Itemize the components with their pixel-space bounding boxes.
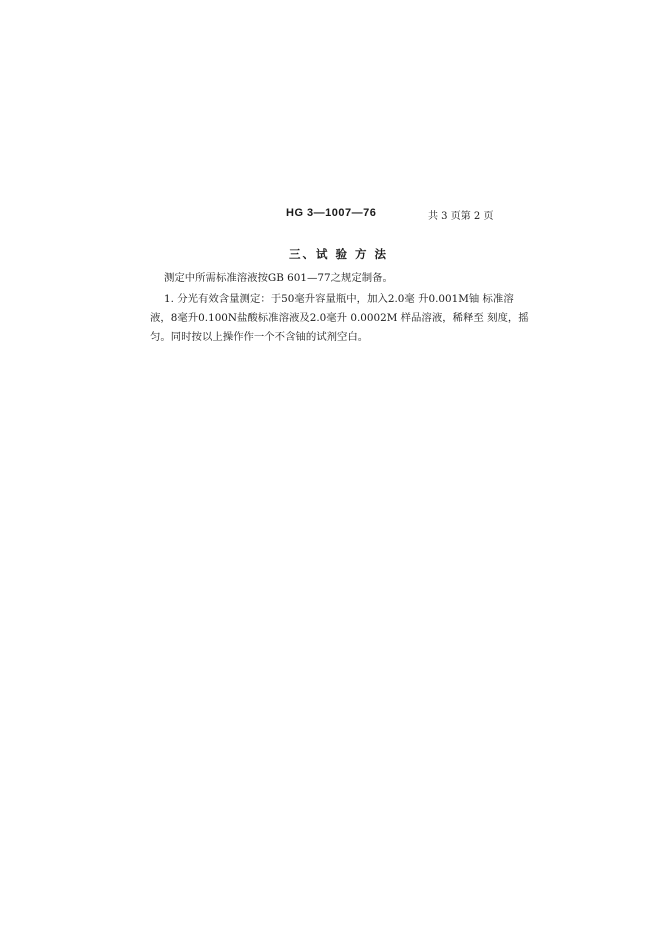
item1-line: 匀。同时按以上操作作一个不含铀的试剂空白。	[150, 331, 369, 343]
intro-text: 测定中所需标准溶液按GB 601—77之规定制备。	[164, 272, 393, 284]
page-info: 共 3 页第 2 页	[428, 211, 494, 222]
item1-line: 液，8毫升0.100N盐酸标准溶液及2.0毫升 0.0002M 样品溶液，稀释至 刻度，摇	[150, 312, 529, 324]
standard-code: HG 3—1007—76	[286, 207, 377, 219]
section-title: 三、试 验 方 法	[289, 247, 389, 261]
item1-line: 1. 分光有效含量测定：于50毫升容量瓶中，加入2.0毫 升0.001M铀 标准溶	[164, 293, 514, 305]
